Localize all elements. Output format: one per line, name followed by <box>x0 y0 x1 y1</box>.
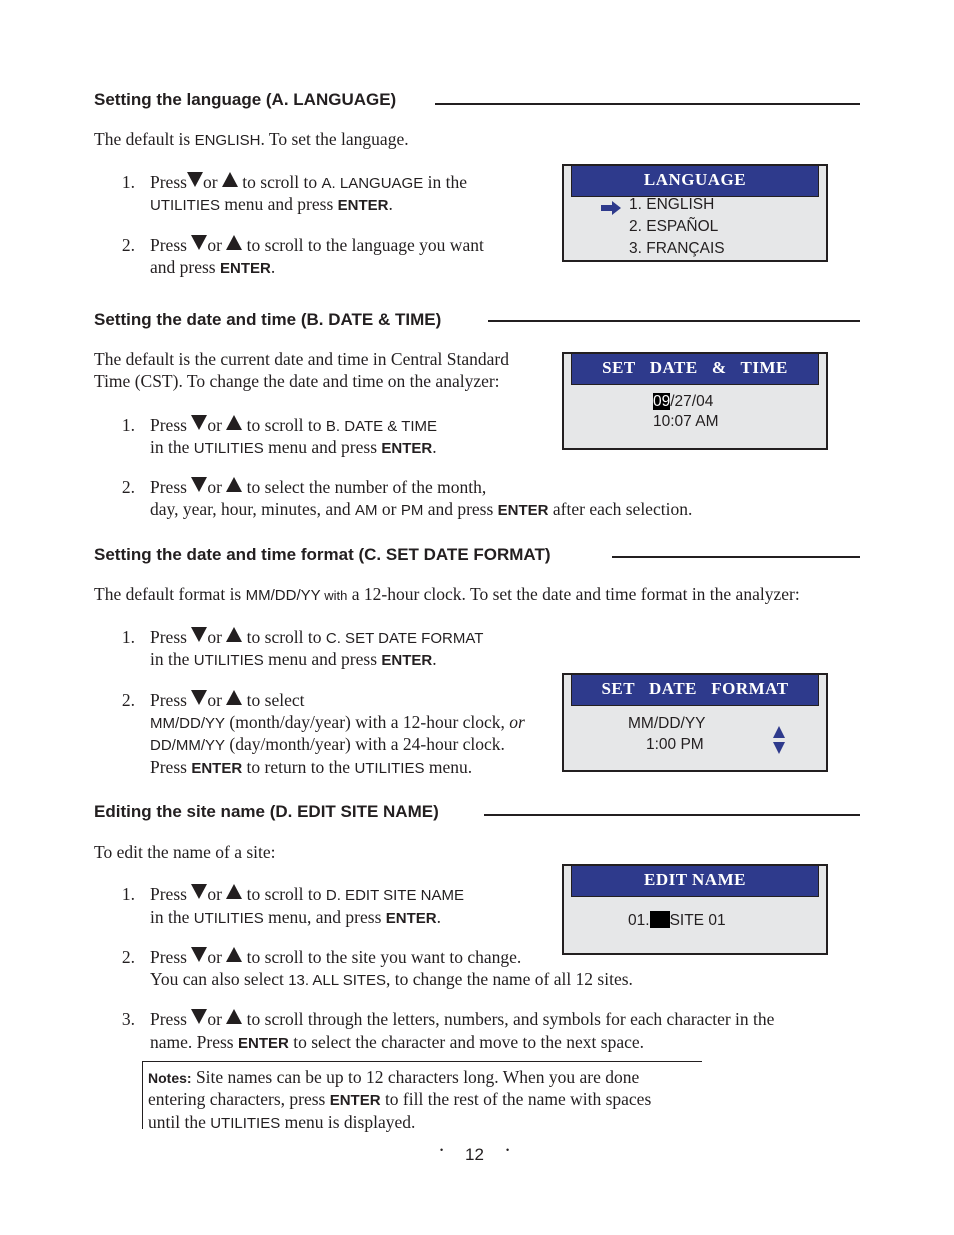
heading-rule <box>612 556 860 558</box>
section-heading-language: Setting the language (A. LANGUAGE) <box>94 90 397 109</box>
step-text: Press or to select <box>150 690 305 710</box>
note-left-rule <box>142 1061 143 1129</box>
section-heading-date-time: Setting the date and time (B. DATE & TIME) <box>94 310 442 329</box>
step-number: 2. <box>121 477 135 497</box>
page-number: 12 <box>465 1145 484 1164</box>
step-text: in the UTILITIES menu and press ENTER. <box>150 649 437 669</box>
heading-rule <box>435 103 860 105</box>
paragraph: The default format is MM/DD/YY with a 12-hour clock. To set the date and time format in the analyzer: <box>94 584 800 604</box>
month-cursor: 09 <box>653 393 671 410</box>
step-text: Press or to scroll to the site you want to change. <box>150 947 522 967</box>
step-text: Press or to scroll to C. SET DATE FORMAT <box>150 627 484 647</box>
paragraph: Time (CST). To change the date and time on the analyzer: <box>94 371 500 391</box>
screen-title: SET DATE & TIME <box>571 354 819 385</box>
screen-title: SET DATE FORMAT <box>571 675 819 706</box>
note-text: entering characters, press ENTER to fill the rest of the name with spaces <box>148 1089 652 1109</box>
heading-rule <box>484 814 860 816</box>
date-time-screen <box>562 352 828 450</box>
step-text: Press or to scroll to A. LANGUAGE in the <box>150 172 467 192</box>
section-heading-date-format: Setting the date and time format (C. SET DATE FORMAT) <box>94 545 551 564</box>
up-triangle-icon <box>226 1009 242 1024</box>
down-triangle-icon <box>191 415 207 430</box>
step-text: Press or to scroll through the letters, numbers, and symbols for each character in the <box>150 1009 775 1029</box>
step-text: name. Press ENTER to select the character and move to the next space. <box>150 1032 645 1052</box>
paragraph: To edit the name of a site: <box>94 842 276 862</box>
footer-bullet: • <box>440 1145 444 1155</box>
step-number: 2. <box>121 235 135 255</box>
up-triangle-icon <box>226 477 242 492</box>
language-option: 1. ENGLISH <box>629 196 715 213</box>
up-triangle-icon <box>222 172 238 187</box>
step-text: and press ENTER. <box>150 257 276 277</box>
up-triangle-icon <box>226 947 242 962</box>
step-text: in the UTILITIES menu, and press ENTER. <box>150 907 441 927</box>
step-text: in the UTILITIES menu and press ENTER. <box>150 437 437 457</box>
step-number: 2. <box>121 947 135 967</box>
up-triangle-icon <box>226 627 242 642</box>
step-text: Press or to scroll to the language you want <box>150 235 484 255</box>
step-number: 2. <box>121 690 135 710</box>
paragraph: The default is the current date and time in Central Standard <box>94 349 509 369</box>
down-triangle-icon <box>191 477 207 492</box>
note-top-rule <box>142 1061 702 1062</box>
down-triangle-icon <box>191 627 207 642</box>
language-screen <box>562 164 828 262</box>
down-triangle-icon <box>191 690 207 705</box>
step-text: DD/MM/YY (day/month/year) with a 24-hour clock. <box>150 734 505 754</box>
footer-bullet: • <box>506 1145 510 1155</box>
note-text: Notes: Site names can be up to 12 characters long. When you are done <box>148 1067 640 1087</box>
date-value: 09/27/04 <box>653 393 714 410</box>
step-text: Press or to select the number of the month, <box>150 477 487 497</box>
step-number: 1. <box>121 884 135 904</box>
site-name-value: 01. SITE 01 <box>628 912 726 929</box>
time-value: 1:00 PM <box>646 736 704 753</box>
screen-title: LANGUAGE <box>571 166 819 197</box>
step-text: Press ENTER to return to the UTILITIES menu. <box>150 757 473 777</box>
step-text: You can also select 13. ALL SITES, to change the name of all 12 sites. <box>150 969 633 989</box>
down-triangle-icon <box>187 172 203 187</box>
date-format-screen <box>562 673 828 772</box>
step-text: UTILITIES menu and press ENTER. <box>150 194 393 214</box>
up-triangle-icon <box>226 235 242 250</box>
down-triangle-icon <box>191 884 207 899</box>
paragraph: The default is ENGLISH. To set the language. <box>94 129 409 149</box>
step-number: 3. <box>121 1009 135 1029</box>
step-text: MM/DD/YY (month/day/year) with a 12-hour clock, or <box>150 712 525 732</box>
down-triangle-icon <box>191 235 207 250</box>
down-triangle-icon <box>191 1009 207 1024</box>
edit-name-screen <box>562 864 828 955</box>
format-value: MM/DD/YY <box>628 715 706 732</box>
step-number: 1. <box>121 415 135 435</box>
up-down-arrows-icon <box>771 725 787 755</box>
step-text: Press or to scroll to B. DATE & TIME <box>150 415 438 435</box>
step-text: day, year, hour, minutes, and AM or PM and press ENTER after each selection. <box>150 499 693 519</box>
note-text: until the UTILITIES menu is displayed. <box>148 1112 416 1132</box>
screen-title: EDIT NAME <box>571 866 819 897</box>
right-arrow-icon <box>600 200 622 216</box>
step-number: 1. <box>121 172 135 192</box>
character-cursor <box>650 911 670 928</box>
heading-rule <box>488 320 860 322</box>
time-value: 10:07 AM <box>653 413 719 430</box>
down-triangle-icon <box>191 947 207 962</box>
language-option: 3. FRANÇAIS <box>629 240 725 257</box>
step-text: Press or to scroll to D. EDIT SITE NAME <box>150 884 464 904</box>
step-number: 1. <box>121 627 135 647</box>
section-heading-edit-site-name: Editing the site name (D. EDIT SITE NAME) <box>94 802 439 821</box>
up-triangle-icon <box>226 884 242 899</box>
language-option: 2. ESPAÑOL <box>629 218 719 235</box>
up-triangle-icon <box>226 690 242 705</box>
up-triangle-icon <box>226 415 242 430</box>
